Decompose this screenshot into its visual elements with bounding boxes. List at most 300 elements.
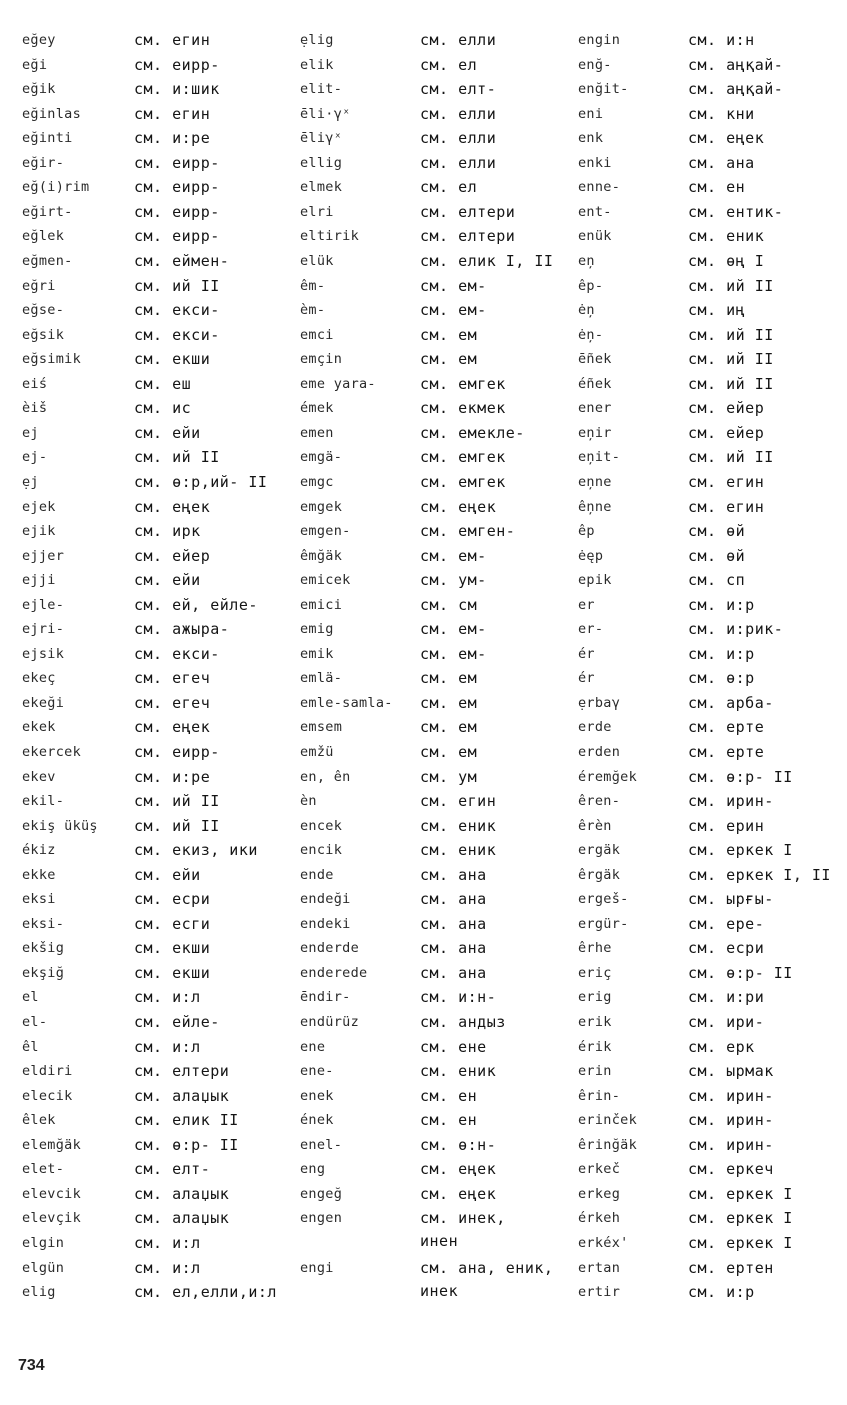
entry-term: eğey <box>22 32 56 48</box>
entry-reference: см. емгек <box>420 448 506 467</box>
dictionary-entry <box>22 151 292 175</box>
entry-term: eğlek <box>22 228 65 245</box>
entry-reference: см. ейер <box>134 546 211 565</box>
dictionary-entry <box>578 912 838 936</box>
dictionary-entry <box>22 1280 292 1304</box>
entry-term: eriç <box>578 964 612 981</box>
entry-term: eksi- <box>22 915 65 932</box>
entry-reference: см. и:л <box>134 1037 201 1056</box>
entry-reference: см. ири- <box>688 1013 765 1031</box>
entry-reference: см. ем- <box>420 301 487 320</box>
entry-term: endeği <box>300 891 351 908</box>
dictionary-entry <box>578 666 838 690</box>
dictionary-entry <box>300 421 570 445</box>
dictionary-entry <box>22 617 292 641</box>
dictionary-entry <box>300 740 570 764</box>
dictionary-entry <box>22 936 292 960</box>
entry-term: enderde <box>300 940 359 957</box>
entry-term: el- <box>22 1014 48 1030</box>
dictionary-entry <box>578 102 838 126</box>
entry-term: enek <box>300 1087 334 1104</box>
entry-term: ének <box>300 1112 334 1129</box>
entry-term: endürüz <box>300 1014 359 1030</box>
dictionary-entry <box>300 691 570 715</box>
dictionary-entry <box>300 887 570 911</box>
entry-term: êp <box>578 523 595 539</box>
entry-reference: см. и:ре <box>134 767 211 786</box>
entry-term: êl <box>22 1038 39 1055</box>
dictionary-entry <box>578 53 838 77</box>
entry-term: emci <box>300 326 334 343</box>
entry-term: ekke <box>22 866 56 883</box>
dictionary-entry <box>22 814 292 838</box>
entry-term: elri <box>300 203 334 220</box>
entry-reference: см. ем <box>420 742 478 761</box>
entry-term: ėņ <box>578 302 595 319</box>
entry-term: ejik <box>22 523 56 539</box>
entry-term: érkeh <box>578 1210 621 1227</box>
entry-term: èiš <box>22 400 48 417</box>
entry-reference: см. аңқай- <box>688 55 784 74</box>
dictionary-entry <box>22 1010 292 1034</box>
entry-term: ellig <box>300 154 343 171</box>
entry-reference: см. еңек <box>420 1160 497 1179</box>
entry-term: èm- <box>300 302 326 319</box>
entry-term: ér <box>578 670 595 687</box>
entry-reference: см. екши <box>134 350 211 369</box>
dictionary-entry <box>22 863 292 887</box>
entry-term: êrgäk <box>578 866 621 883</box>
dictionary-entry <box>578 617 838 641</box>
entry-reference: см. есри <box>134 890 211 909</box>
dictionary-entry <box>22 887 292 911</box>
entry-reference: см. ем <box>420 718 478 737</box>
entry-reference: см. ө:р- II <box>688 963 793 982</box>
dictionary-entry <box>22 691 292 715</box>
entry-reference: см. и:ри <box>688 988 765 1007</box>
entry-reference: см. инек, <box>420 1209 506 1228</box>
entry-term: ekercek <box>22 743 81 760</box>
entry-reference: см. ерин <box>688 816 765 835</box>
entry-reference: см. елт- <box>420 80 497 99</box>
entry-reference: см. ентик- <box>688 202 784 221</box>
entry-term: ékiz <box>22 842 56 859</box>
entry-reference: см. ейи <box>134 865 201 884</box>
entry-reference: см. и:р <box>688 1283 755 1301</box>
dictionary-entry <box>578 789 838 813</box>
entry-reference: см. елтери <box>420 202 516 221</box>
entry-reference: см. еник <box>420 816 497 835</box>
dictionary-entry <box>578 985 838 1009</box>
entry-term: êrin- <box>578 1087 621 1104</box>
dictionary-entry <box>22 715 292 739</box>
entry-reference: см. ана <box>420 865 487 884</box>
entry-reference: см. еш <box>134 374 192 393</box>
dictionary-entry <box>300 593 570 617</box>
entry-reference: см. ерте <box>688 742 765 761</box>
entry-reference: см. ене <box>420 1037 487 1056</box>
entry-reference: см. екмек <box>420 399 506 418</box>
dictionary-entry <box>300 1256 570 1300</box>
entry-term: elig <box>22 1284 56 1300</box>
entry-term: elecik <box>22 1087 73 1104</box>
dictionary-entry <box>300 396 570 420</box>
entry-reference: см. ө:р- II <box>134 1135 239 1154</box>
dictionary-entry <box>578 1059 838 1083</box>
entry-reference: см. ел,елли,и:л <box>134 1283 277 1301</box>
entry-term: elevcik <box>22 1185 81 1202</box>
entry-term: èn <box>300 793 317 809</box>
entry-term: ēñek <box>578 351 612 368</box>
dictionary-entry <box>300 715 570 739</box>
entry-reference: см. есги <box>134 914 211 933</box>
entry-reference: см. екши <box>134 963 211 982</box>
dictionary-entry <box>300 445 570 469</box>
dictionary-entry <box>22 372 292 396</box>
entry-term: ėņ- <box>578 326 604 343</box>
entry-reference: см. ем- <box>420 644 487 663</box>
entry-term: ergeš- <box>578 891 629 908</box>
entry-term: ener <box>578 400 612 417</box>
entry-reference: см. алаџык <box>134 1086 230 1105</box>
dictionary-entry <box>22 396 292 420</box>
entry-term: éremğek <box>578 768 637 785</box>
dictionary-entry <box>300 1182 570 1206</box>
entry-term: eğinti <box>22 130 73 147</box>
dictionary-entry <box>300 568 570 592</box>
dictionary-entry <box>578 347 838 371</box>
entry-reference: см. өй <box>688 546 746 565</box>
entry-reference: см. ере- <box>688 914 765 933</box>
entry-term: ēli·γˣ <box>300 105 351 122</box>
entry-reference-continuation: инек <box>420 1281 459 1300</box>
entry-reference: см. кни <box>688 104 755 123</box>
dictionary-entry <box>578 838 838 862</box>
dictionary-entry <box>300 1059 570 1083</box>
dictionary-entry <box>22 1256 292 1280</box>
entry-term: ēliγˣ <box>300 130 343 147</box>
entry-term: ejri- <box>22 621 65 638</box>
entry-term: ekev <box>22 768 56 785</box>
entry-term: er- <box>578 621 604 638</box>
entry-reference: см. иң <box>688 301 746 320</box>
entry-reference: см. алаџык <box>134 1184 230 1203</box>
dictionary-entry <box>300 77 570 101</box>
dictionary-entry <box>300 1010 570 1034</box>
dictionary-entry <box>300 838 570 862</box>
entry-column-1 <box>22 28 292 1308</box>
entry-reference: см. еңек <box>134 497 211 516</box>
dictionary-entry <box>300 642 570 666</box>
entry-reference: см. елик II <box>134 1111 239 1130</box>
entry-reference: см. ум <box>420 767 478 786</box>
entry-term: enel- <box>300 1136 343 1153</box>
entry-term: ekşiğ <box>22 964 65 981</box>
entry-term: eldiri <box>22 1063 73 1080</box>
entry-reference: см. алаџык <box>134 1209 230 1228</box>
dictionary-entry <box>578 28 838 52</box>
entry-term: ekek <box>22 719 56 736</box>
entry-term: encek <box>300 817 343 834</box>
entry-reference: см. ирин- <box>688 1111 774 1130</box>
entry-term: eiś <box>22 375 48 392</box>
entry-reference: см. еирр- <box>134 742 220 761</box>
dictionary-entry <box>22 961 292 985</box>
entry-reference: см. ий II <box>134 792 220 810</box>
dictionary-entry <box>22 495 292 519</box>
entry-reference: см. ий II <box>134 448 220 467</box>
dictionary-entry <box>300 495 570 519</box>
entry-reference: см. и:л <box>134 988 201 1007</box>
dictionary-entry <box>22 126 292 150</box>
dictionary-entry <box>22 985 292 1009</box>
dictionary-entry <box>22 1108 292 1132</box>
entry-term: eng <box>300 1161 326 1178</box>
entry-reference: см. еркеч <box>688 1160 774 1179</box>
entry-reference: см. ем- <box>420 276 487 295</box>
entry-reference: см. ий II <box>688 350 774 369</box>
entry-reference: см. еймен- <box>134 252 230 270</box>
dictionary-entry <box>578 715 838 739</box>
dictionary-entry <box>22 838 292 862</box>
entry-term: ejjer <box>22 547 65 564</box>
dictionary-entry <box>22 347 292 371</box>
entry-term: emle-samla- <box>300 694 393 711</box>
dictionary-entry <box>578 1231 838 1255</box>
entry-term: ekeç <box>22 670 56 687</box>
dictionary-entry <box>22 470 292 494</box>
entry-term: emgek <box>300 498 343 515</box>
dictionary-entry <box>300 28 570 52</box>
dictionary-entry <box>300 863 570 887</box>
dictionary-entry <box>578 1182 838 1206</box>
entry-reference: см. ен <box>688 178 746 197</box>
dictionary-entry <box>300 151 570 175</box>
dictionary-entry <box>578 1280 838 1304</box>
entry-term: ergür- <box>578 915 629 932</box>
dictionary-entry <box>300 666 570 690</box>
dictionary-entry <box>578 323 838 347</box>
entry-term: eņir <box>578 424 612 441</box>
entry-term: ertir <box>578 1284 621 1300</box>
dictionary-entry <box>578 1035 838 1059</box>
dictionary-entry <box>578 1010 838 1034</box>
dictionary-entry <box>300 470 570 494</box>
entry-reference: см. екси- <box>134 301 220 320</box>
entry-term: erde <box>578 719 612 736</box>
entry-term: elevçik <box>22 1210 81 1227</box>
dictionary-entry <box>22 102 292 126</box>
dictionary-entry <box>22 445 292 469</box>
entry-term: engen <box>300 1210 343 1227</box>
entry-reference: см. еник <box>688 227 765 246</box>
dictionary-entry <box>22 740 292 764</box>
entry-reference: см. ана <box>688 153 755 172</box>
entry-term: ene- <box>300 1063 334 1080</box>
dictionary-entry <box>300 249 570 273</box>
entry-term: erkéx' <box>578 1234 629 1251</box>
entry-reference: см. ө:р,ий- II <box>134 472 268 491</box>
entry-reference: см. ана <box>420 939 487 958</box>
entry-term: ejsik <box>22 645 65 662</box>
entry-term: êren- <box>578 793 621 809</box>
dictionary-entry <box>578 887 838 911</box>
entry-term: ene <box>300 1038 326 1055</box>
entry-term: erkeg <box>578 1185 621 1202</box>
entry-reference: см. екши <box>134 939 211 958</box>
entry-term: eltirik <box>300 228 359 245</box>
entry-term: emicek <box>300 572 351 589</box>
entry-term: elit- <box>300 81 343 98</box>
dictionary-entry <box>578 421 838 445</box>
entry-reference: см. еркек I, II <box>688 865 831 884</box>
dictionary-entry <box>300 1133 570 1157</box>
dictionary-entry <box>578 445 838 469</box>
entry-reference: см. ана <box>420 890 487 909</box>
dictionary-entry <box>300 814 570 838</box>
entry-reference: см. ө:н- <box>420 1135 497 1154</box>
dictionary-entry <box>300 985 570 1009</box>
entry-term: ėęp <box>578 547 604 564</box>
entry-reference: см. андыз <box>420 1013 506 1031</box>
entry-reference: см. ий II <box>688 276 774 295</box>
dictionary-entry <box>578 1133 838 1157</box>
dictionary-entry <box>300 102 570 126</box>
entry-term: eğirt- <box>22 203 73 220</box>
entry-reference: см. ирин- <box>688 1086 774 1105</box>
dictionary-entry <box>300 1206 570 1251</box>
entry-reference: см. ем- <box>420 546 487 565</box>
entry-term: emen <box>300 424 334 441</box>
dictionary-entry <box>300 175 570 199</box>
dictionary-entry <box>22 568 292 592</box>
entry-reference: см. елик I, II <box>420 252 554 270</box>
dictionary-entry <box>300 298 570 322</box>
dictionary-entry <box>22 544 292 568</box>
dictionary-entry <box>22 200 292 224</box>
dictionary-entry <box>300 347 570 371</box>
entry-reference: см. егеч <box>134 669 211 688</box>
entry-reference: см. елли <box>420 31 497 49</box>
entry-term: erin <box>578 1063 612 1080</box>
entry-reference: см. ана <box>420 963 487 982</box>
entry-reference: см. ей, ейле- <box>134 595 258 614</box>
entry-term: engi <box>300 1259 334 1276</box>
entry-term: eni <box>578 105 604 122</box>
entry-reference: см. егин <box>688 497 765 516</box>
dictionary-entry <box>22 642 292 666</box>
dictionary-entry <box>300 789 570 813</box>
entry-reference: см. есри <box>688 939 765 958</box>
dictionary-entry <box>578 470 838 494</box>
dictionary-entry <box>300 544 570 568</box>
dictionary-entry <box>300 372 570 396</box>
entry-reference: см. еркек I <box>688 1184 793 1203</box>
entry-term: elemğäk <box>22 1136 81 1153</box>
dictionary-entry <box>300 200 570 224</box>
entry-reference: см. еирр- <box>134 227 220 246</box>
entry-term: emsem <box>300 719 343 736</box>
entry-reference: см. елли <box>420 153 497 172</box>
entry-reference: см. елтери <box>134 1062 230 1081</box>
entry-reference: см. емгек <box>420 472 506 491</box>
dictionary-entry <box>578 961 838 985</box>
entry-reference: см. еңек <box>420 1184 497 1203</box>
entry-reference: см. ейи <box>134 423 201 442</box>
entry-reference: см. егеч <box>134 693 211 712</box>
entry-reference: см. ейер <box>688 423 765 442</box>
dictionary-entry <box>300 519 570 543</box>
entry-reference: см. см <box>420 595 478 614</box>
entry-term: ent- <box>578 203 612 220</box>
entry-term: êrhe <box>578 940 612 957</box>
entry-term: êlek <box>22 1112 56 1129</box>
dictionary-entry <box>578 691 838 715</box>
entry-term: eğmen- <box>22 253 73 269</box>
entry-term: emik <box>300 645 334 662</box>
entry-reference: см. ейер <box>688 399 765 418</box>
dictionary-entry <box>578 396 838 420</box>
entry-reference: см. и:н- <box>420 988 497 1007</box>
entry-term: el <box>22 989 39 1006</box>
entry-reference: см. ис <box>134 399 192 418</box>
entry-reference: см. и:рик- <box>688 620 784 639</box>
dictionary-entry <box>578 495 838 519</box>
entry-reference: см. ем <box>420 350 478 369</box>
entry-term: endeki <box>300 915 351 932</box>
dictionary-entry <box>578 200 838 224</box>
entry-reference: см. еркек I <box>688 841 793 860</box>
entry-term: elgin <box>22 1234 65 1251</box>
entry-reference: см. ий II <box>688 374 774 393</box>
entry-term: erik <box>578 1014 612 1030</box>
entry-reference: см. ий II <box>134 276 220 295</box>
dictionary-entry <box>300 765 570 789</box>
entry-term: eği <box>22 56 48 73</box>
entry-term: emgen- <box>300 523 351 539</box>
dictionary-entry <box>578 740 838 764</box>
dictionary-entry <box>22 1231 292 1255</box>
entry-term: enğ- <box>578 56 612 73</box>
entry-term: érik <box>578 1038 612 1055</box>
dictionary-entry <box>578 544 838 568</box>
entry-reference: см. екси- <box>134 644 220 663</box>
dictionary-entry <box>578 151 838 175</box>
entry-term: emgc <box>300 473 334 490</box>
dictionary-entry <box>22 789 292 813</box>
entry-reference: см. еркек I <box>688 1233 793 1252</box>
dictionary-entry <box>578 274 838 298</box>
entry-term: elük <box>300 253 334 269</box>
entry-reference: см. емгек <box>420 374 506 393</box>
entry-term: émek <box>300 400 334 417</box>
entry-reference: см. ана <box>420 914 487 933</box>
dictionary-entry <box>300 912 570 936</box>
dictionary-entry <box>22 519 292 543</box>
entry-reference: см. ырғы- <box>688 890 774 909</box>
entry-reference: см. егин <box>688 472 765 491</box>
entry-term: ejji <box>22 572 56 589</box>
entry-term: emžü <box>300 743 334 760</box>
entry-term: er <box>578 596 595 613</box>
entry-reference: см. ырмак <box>688 1062 774 1081</box>
dictionary-entry <box>22 1182 292 1206</box>
entry-reference: см. арба- <box>688 693 774 712</box>
entry-term: epik <box>578 572 612 589</box>
entry-term: êmğäk <box>300 547 343 564</box>
dictionary-entry <box>300 936 570 960</box>
entry-term: erden <box>578 743 621 760</box>
